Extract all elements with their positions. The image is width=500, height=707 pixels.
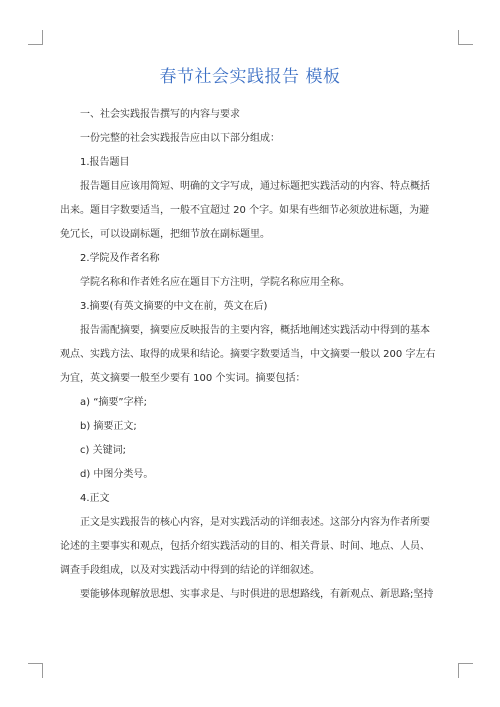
crop-mark-top-right [458,30,473,45]
section-heading: 2.学院及作者名称 [80,253,160,264]
paragraph-line: 正文是实践报告的核心内容，是对实践活动的详细表述。这部分内容为作者所要 [80,517,430,528]
list-item: c) 关键词; [80,445,126,456]
document-title: 春节社会实践报告 模板 [159,67,341,87]
paragraph-line: 报告题目应该用简短、明确的文字写成，通过标题把实践活动的内容、特点概括 [80,181,430,192]
paragraph-line: 出来。题目字数要适当，一般不宜超过 20 个字。如果有些细节必须放进标题，为避 [60,205,430,216]
crop-mark-top-left [28,30,43,45]
section-heading: 4.正文 [80,493,110,504]
list-item: a) “摘要”字样; [80,397,147,408]
paragraph-line: 报告需配摘要，摘要应反映报告的主要内容，概括地阐述实践活动中得到的基本 [80,325,430,336]
section-heading: 1.报告题目 [80,157,130,168]
section-heading: 3.摘要(有英文摘要的中文在前，英文在后) [80,301,268,312]
paragraph-line: 免冗长，可以设副标题，把细节放在副标题里。 [60,229,270,240]
paragraph-line: 学院名称和作者姓名应在题目下方注明，学院名称应用全称。 [80,277,350,288]
paragraph-line: 调查手段组成，以及对实践活动中得到的结论的详细叙述。 [60,565,320,576]
document-body [60,108,440,612]
paragraph-line: 一份完整的社会实践报告应由以下部分组成： [80,133,280,144]
paragraph-line: 要能够体现解放思想、实事求是、与时俱进的思想路线，有新观点、新思路;坚持 [80,589,434,600]
paragraph-line: 观点、实践方法、取得的成果和结论。摘要字数要适当，中文摘要一般以 200 字左右 [60,349,436,360]
paragraph-line: 为宜，英文摘要一般至少要有 100 个实词。摘要包括： [60,373,306,384]
crop-mark-bottom-right [458,663,473,678]
crop-mark-bottom-left [28,663,43,678]
paragraph-line: 论述的主要事实和观点，包括介绍实践活动的目的、相关背景、时间、地点、人员、 [60,541,430,552]
list-item: d) 中图分类号。 [80,469,154,480]
list-item: b) 摘要正文; [80,421,137,432]
paragraph-line: 一、社会实践报告撰写的内容与要求 [80,109,240,120]
